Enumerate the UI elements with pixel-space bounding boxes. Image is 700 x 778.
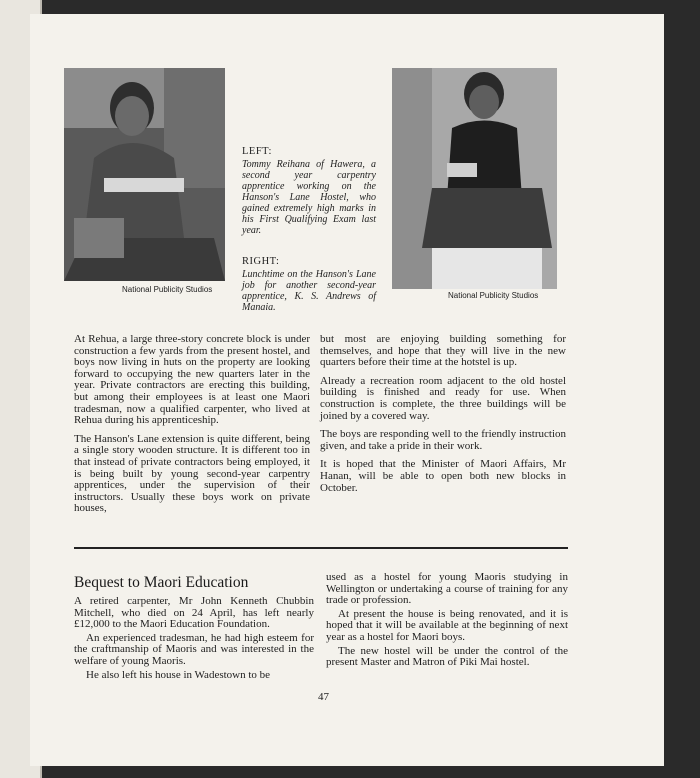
- photo-right-image: [392, 68, 557, 289]
- article2-paragraph: used as a hostel for young Maoris studying in Wellington or undertaking a course of training for any trade or profession.: [326, 571, 568, 607]
- article1-paragraph: The Hanson's Lane extension is quite different, being a single story wooden structure. It is different too in that instead of private contractors being employed, it is being built by young second-year carpentry apprentices, under the supervision of their instructors. Usually these boys work on private houses,: [74, 432, 310, 515]
- photo-left: [64, 68, 225, 281]
- photo-left-image: [64, 68, 225, 281]
- article2-title: Bequest to Maori Education: [74, 574, 249, 591]
- photo-right: [392, 68, 557, 289]
- article2-column-1: [74, 596, 314, 683]
- article2-paragraph: At present the house is being renovated, and it is hoped that it will be available at the beginning of next year as a hostel for Maori boys.: [326, 607, 568, 643]
- article2-column-2: [326, 572, 568, 671]
- caption-left-label: LEFT:: [242, 146, 272, 157]
- article1-paragraph: but most are enjoying building something for themselves, and hope that they will live in the new quarters before their time at the hotstel is up.: [320, 333, 566, 369]
- caption-right-label: RIGHT:: [242, 256, 280, 267]
- article2-paragraph: He also left his house in Wadestown to be: [86, 668, 271, 681]
- photo-left-credit: National Publicity Studios: [122, 285, 213, 294]
- section-divider: [74, 547, 568, 549]
- article2-paragraph: An experienced tradesman, he had high esteem for the craftmanship of Maoris and was interested in the welfare of young Maoris.: [74, 631, 314, 667]
- article1-column-2: [320, 334, 566, 501]
- article1-paragraph: At Rehua, a large three-story concrete block is under construction a few yards from the present hostel, and boys now living in huts on the property are looking forward to occupying the new quarters later in the year. Private contractors are erecting this building, but among their employees is at least one Maori tradesman, now a qualified carpenter, who lived at Rehua during his apprenticeship.: [74, 333, 310, 427]
- caption-left-text: Tommy Reihana of Hawera, a second year carpentry apprentice working on the Hanson's Lane Hostel, who gained extremely high marks in his First Qualifying Exam last year.: [242, 159, 376, 236]
- caption-right-text: Lunchtime on the Hanson's Lane job for another second-year apprentice, K. S. Andrews of Manaia.: [242, 269, 376, 313]
- photo-right-credit: National Publicity Studios: [448, 291, 539, 300]
- magazine-page: [30, 14, 664, 766]
- article2-paragraph: The new hostel will be under the control of the present Master and Matron of Piki Mai hostel.: [326, 644, 568, 669]
- article1-column-1: [74, 334, 310, 522]
- article1-paragraph: The boys are responding well to the friendly instruction given, and take a pride in their work.: [320, 428, 566, 452]
- page-number: 47: [318, 691, 329, 703]
- article1-paragraph: Already a recreation room adjacent to the old hostel building is finished and ready for use. When construction is complete, the three buildings will be joined by a covered way.: [320, 374, 566, 422]
- article2-paragraph: A retired carpenter, Mr John Kenneth Chubbin Mitchell, who died on 24 April, has left nearly £12,000 to the Maori Education Foundation.: [74, 595, 314, 631]
- article1-paragraph: It is hoped that the Minister of Maori Affairs, Mr Hanan, will be able to open both new blocks in October.: [320, 458, 566, 494]
